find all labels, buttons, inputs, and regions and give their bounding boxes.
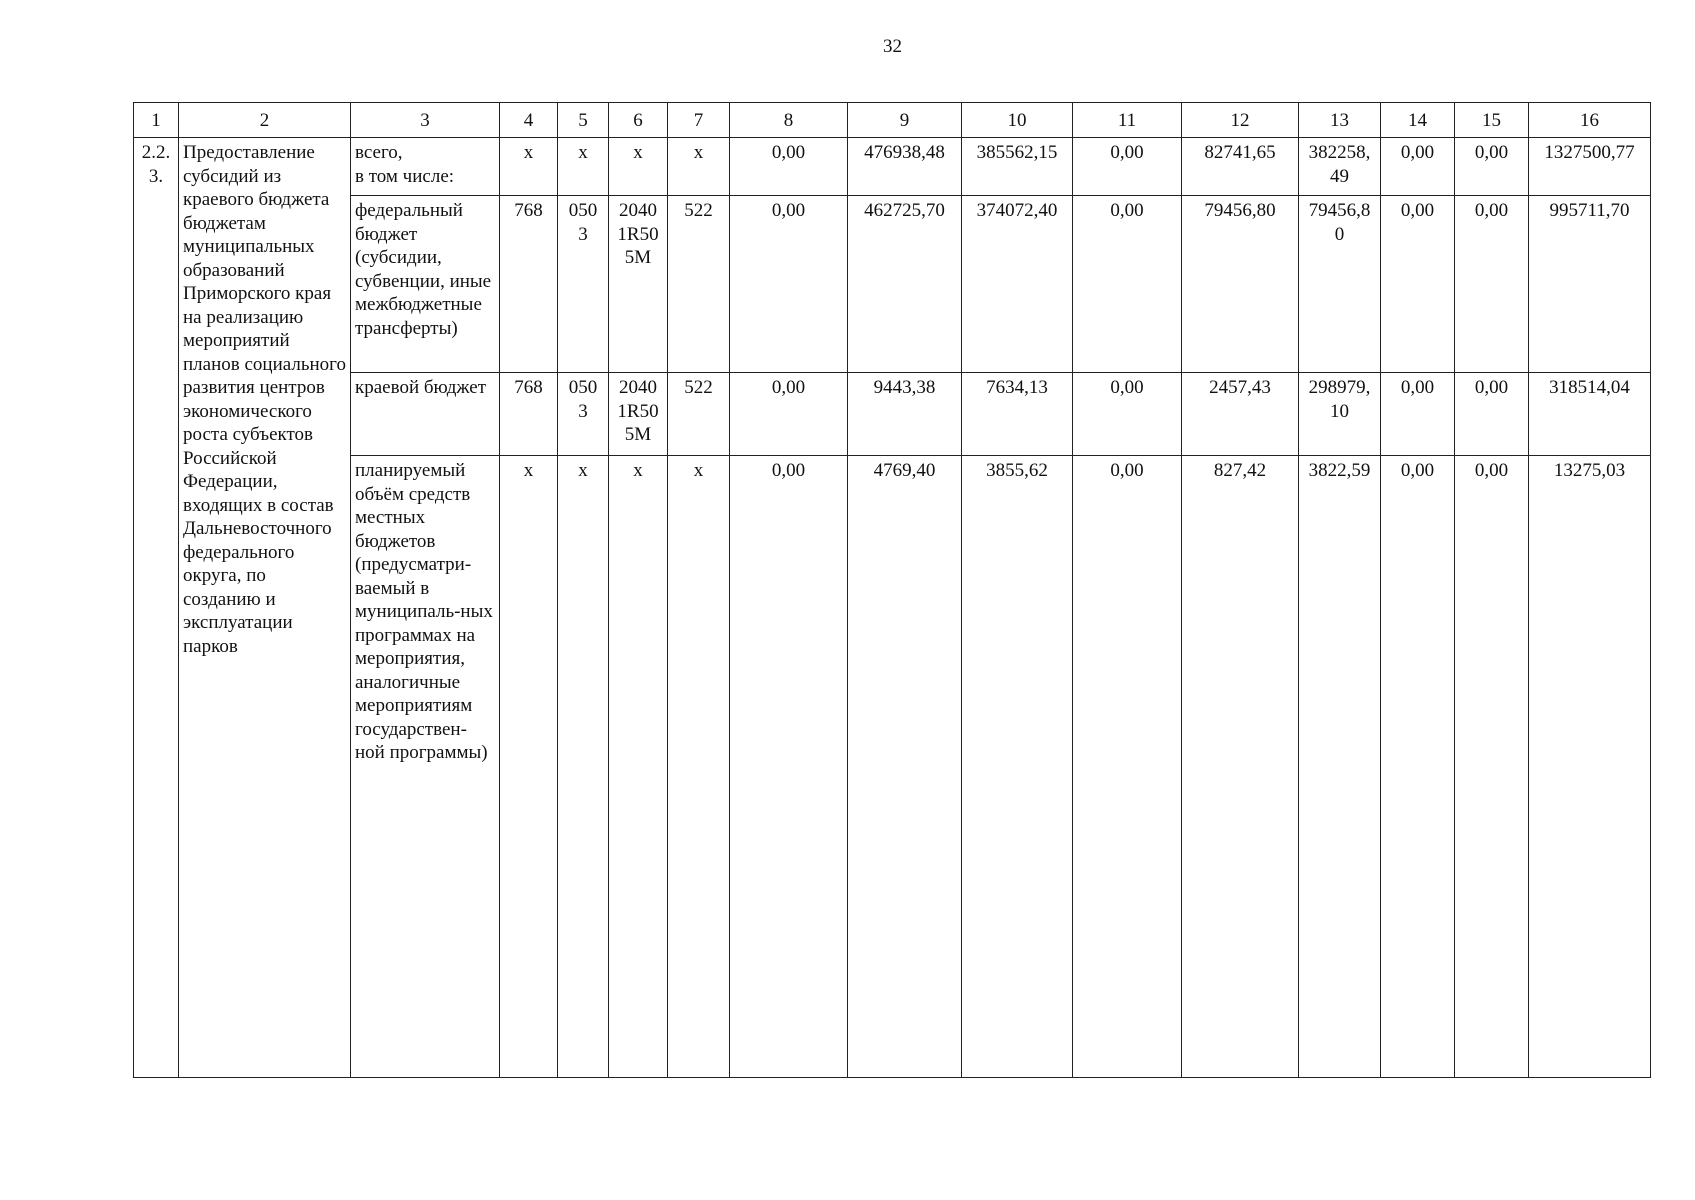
header-cell: 9 xyxy=(848,103,962,138)
data-cell: 0,00 xyxy=(1073,456,1182,1078)
data-cell: x xyxy=(668,456,730,1078)
header-row xyxy=(134,103,1651,138)
data-cell: 0,00 xyxy=(1073,373,1182,456)
header-cell: 14 xyxy=(1381,103,1455,138)
table-row xyxy=(134,373,1651,456)
source-cell: краевой бюджет xyxy=(351,373,500,456)
data-cell: 13275,03 xyxy=(1529,456,1651,1078)
data-cell: 995711,70 xyxy=(1529,196,1651,373)
data-cell: 0,00 xyxy=(730,373,848,456)
data-cell: 382258, 49 xyxy=(1299,138,1381,196)
data-cell: 0,00 xyxy=(1455,456,1529,1078)
data-cell: 050 3 xyxy=(558,373,609,456)
data-cell: 0,00 xyxy=(1455,138,1529,196)
table-row xyxy=(134,456,1651,1078)
data-cell: 2040 1R50 5M xyxy=(609,373,668,456)
header-cell: 4 xyxy=(500,103,558,138)
data-cell: x xyxy=(609,138,668,196)
data-cell: 050 3 xyxy=(558,196,609,373)
header-cell: 16 xyxy=(1529,103,1651,138)
data-cell: 522 xyxy=(668,196,730,373)
data-cell: 298979, 10 xyxy=(1299,373,1381,456)
data-cell: 385562,15 xyxy=(962,138,1073,196)
data-cell: 318514,04 xyxy=(1529,373,1651,456)
data-cell: 79456,8 0 xyxy=(1299,196,1381,373)
data-cell: 522 xyxy=(668,373,730,456)
data-cell: 2457,43 xyxy=(1182,373,1299,456)
data-cell: 2040 1R50 5M xyxy=(609,196,668,373)
data-cell: x xyxy=(609,456,668,1078)
table-row xyxy=(134,138,1651,196)
header-cell: 5 xyxy=(558,103,609,138)
data-cell: 9443,38 xyxy=(848,373,962,456)
data-cell: 0,00 xyxy=(730,138,848,196)
source-cell: планируемый объём средств местных бюджетов (предусматри-ваемый в муниципаль-ных программах на мероприятия, аналогичные мероприятиям государствен-ной программы) xyxy=(351,456,500,1078)
data-cell: 0,00 xyxy=(730,456,848,1078)
data-cell: 768 xyxy=(500,196,558,373)
header-cell: 13 xyxy=(1299,103,1381,138)
data-cell: 3822,59 xyxy=(1299,456,1381,1078)
source-cell: федеральный бюджет (субсидии, субвенции, иные межбюджетные трансферты) xyxy=(351,196,500,373)
data-cell: 0,00 xyxy=(1381,196,1455,373)
data-cell: 1327500,77 xyxy=(1529,138,1651,196)
data-cell: 462725,70 xyxy=(848,196,962,373)
data-cell: x xyxy=(500,456,558,1078)
header-cell: 1 xyxy=(134,103,179,138)
header-cell: 6 xyxy=(609,103,668,138)
data-cell: 0,00 xyxy=(1455,196,1529,373)
item-description: Предоставление субсидий из краевого бюджета бюджетам муниципальных образований Приморского края на реализацию мероприятий планов социального развития центров экономического роста субъектов Российской Федерации, входящих в состав Дальневосточного федерального округа, по созданию и эксплуатации парков xyxy=(179,138,351,1078)
page-number: 32 xyxy=(883,36,902,57)
header-cell: 8 xyxy=(730,103,848,138)
budget-table xyxy=(133,102,1651,1078)
data-cell: 0,00 xyxy=(1073,138,1182,196)
header-cell: 7 xyxy=(668,103,730,138)
data-cell: 0,00 xyxy=(1381,138,1455,196)
data-cell: 0,00 xyxy=(730,196,848,373)
data-cell: 3855,62 xyxy=(962,456,1073,1078)
data-cell: 476938,48 xyxy=(848,138,962,196)
item-number: 2.2. 3. xyxy=(134,138,179,1078)
data-cell: 7634,13 xyxy=(962,373,1073,456)
data-cell: 0,00 xyxy=(1073,196,1182,373)
data-cell: x xyxy=(558,138,609,196)
table-row xyxy=(134,196,1651,373)
data-cell: 4769,40 xyxy=(848,456,962,1078)
header-cell: 3 xyxy=(351,103,500,138)
data-cell: 768 xyxy=(500,373,558,456)
header-cell: 11 xyxy=(1073,103,1182,138)
data-cell: x xyxy=(668,138,730,196)
source-cell: всего, в том числе: xyxy=(351,138,500,196)
data-cell: 79456,80 xyxy=(1182,196,1299,373)
header-cell: 10 xyxy=(962,103,1073,138)
data-cell: x xyxy=(500,138,558,196)
data-cell: 0,00 xyxy=(1455,373,1529,456)
data-cell: 0,00 xyxy=(1381,373,1455,456)
data-cell: 0,00 xyxy=(1381,456,1455,1078)
data-cell: 374072,40 xyxy=(962,196,1073,373)
header-cell: 12 xyxy=(1182,103,1299,138)
data-cell: x xyxy=(558,456,609,1078)
data-cell: 82741,65 xyxy=(1182,138,1299,196)
data-cell: 827,42 xyxy=(1182,456,1299,1078)
header-cell: 15 xyxy=(1455,103,1529,138)
header-cell: 2 xyxy=(179,103,351,138)
